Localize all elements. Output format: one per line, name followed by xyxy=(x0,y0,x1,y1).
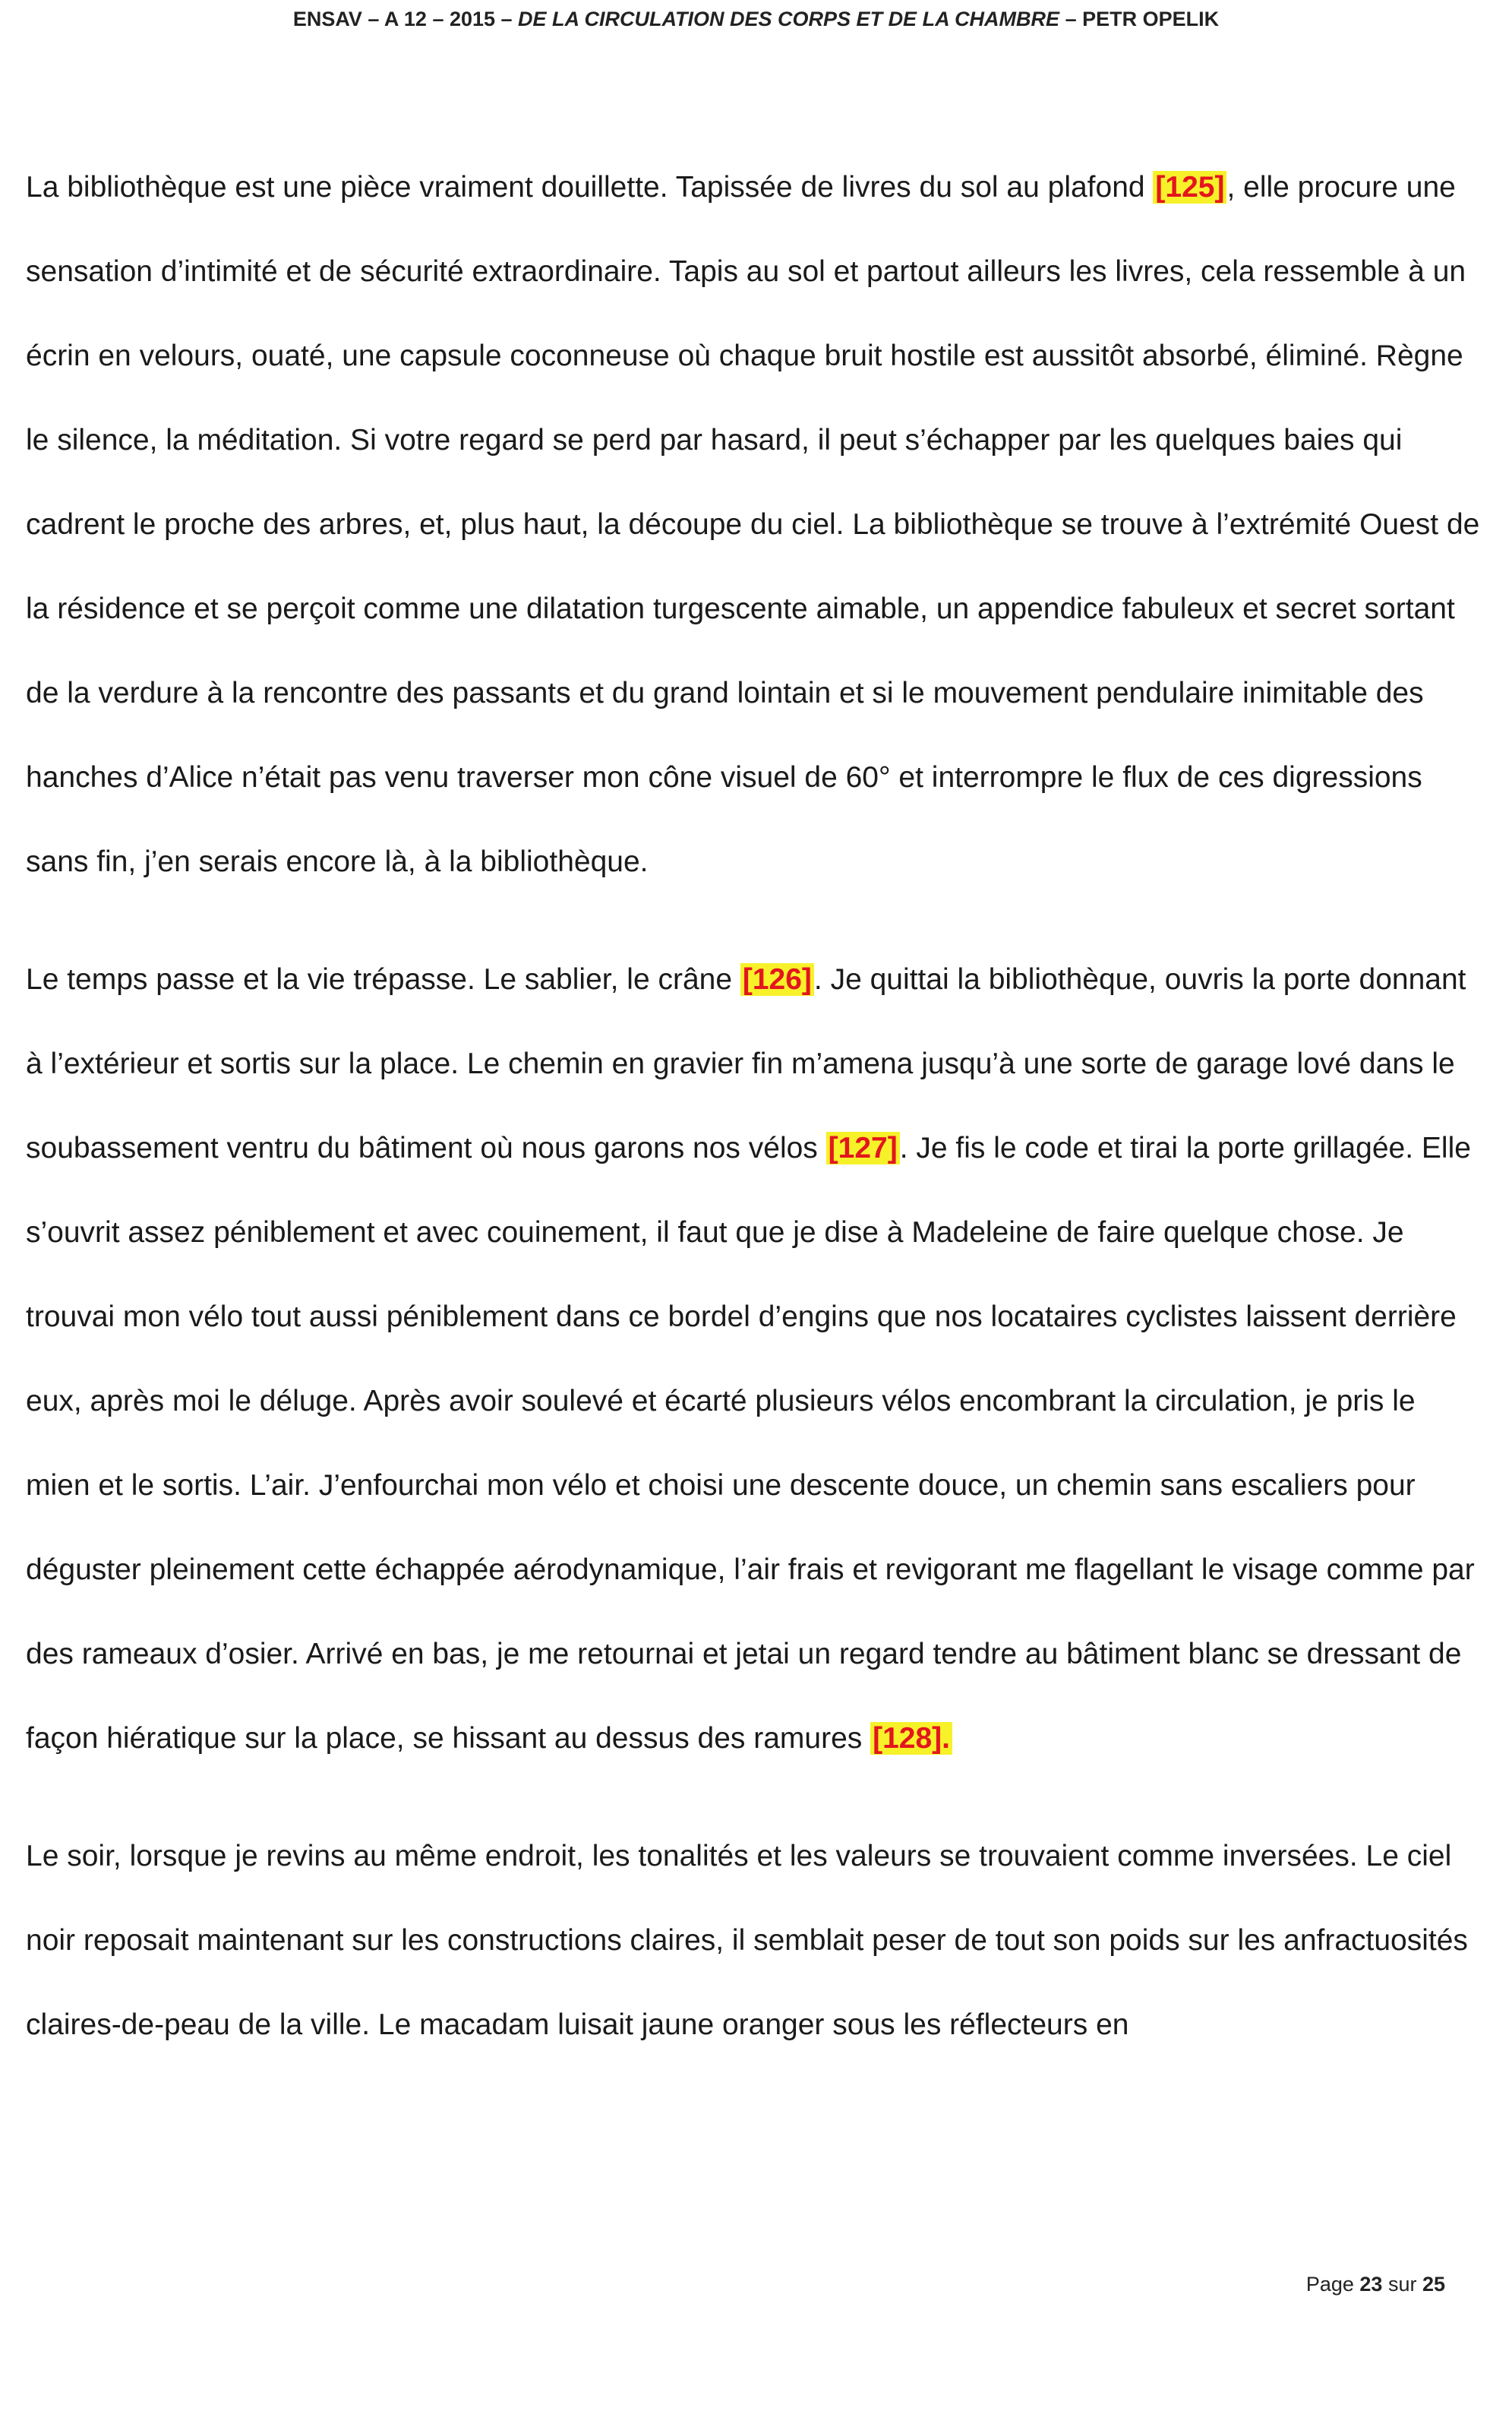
header-suffix: – PETR OPELIK xyxy=(1059,8,1220,30)
paragraph-text: Le temps passe et la vie trépasse. Le sablier, le crâne xyxy=(26,963,740,996)
paragraph-2 xyxy=(26,937,1484,1781)
page-number: 23 xyxy=(1359,2273,1383,2296)
figure-reference[interactable]: [126] xyxy=(740,963,814,996)
document-body xyxy=(26,145,1484,2067)
figure-reference[interactable]: [125] xyxy=(1153,171,1226,204)
footer-of-word: sur xyxy=(1382,2273,1422,2296)
paragraph-text: La bibliothèque est une pièce vraiment douillette. Tapissée de livres du sol au plafond xyxy=(26,171,1154,204)
page-header xyxy=(0,8,1512,31)
footer-page-word: Page xyxy=(1305,2273,1360,2296)
paragraph-1 xyxy=(26,145,1484,904)
header-prefix: ENSAV – A 12 – 2015 – xyxy=(292,8,519,30)
paragraph-text: Le soir, lorsque je revins au même endroit, les tonalités et les valeurs se trouvaient comme inversées. Le ciel noir reposait maintenant sur les constructions claires, il semblait peser de tout son poids sur les anfractuosités claires-de-peau de la ville. Le macadam luisait jaune oranger sous les réflecteurs en xyxy=(26,1840,1468,2041)
page-footer xyxy=(1306,2273,1445,2296)
paragraph-text: . Je quittai la bibliothèque, ouvris la porte donnant à l’extérieur et sortis sur la place. Le chemin en gravier fin m’amena jusqu’à une sorte de garage lové dans le soubassement ventru du bâtiment où nous garons nos vélos xyxy=(26,963,1466,1164)
figure-reference[interactable]: [127] xyxy=(826,1132,900,1164)
header-title: DE LA CIRCULATION DES CORPS ET DE LA CHAMBRE xyxy=(518,8,1060,30)
paragraph-text: , elle procure une sensation d’intimité et de sécurité extraordinaire. Tapis au sol et partout ailleurs les livres, cela ressemble à un écrin en velours, ouaté, une capsule coconneuse où chaque bruit hostile est aussitôt absorbé, éliminé. Règne le silence, la méditation. Si votre regard se perd par hasard, il peut s’échapper par les quelques baies qui cadrent le proche des arbres, et, plus haut, la découpe du ciel. La bibliothèque se trouve à l’extrémité Ouest de la résidence et se perçoit comme une dilatation turgescente aimable, un appendice fabuleux et secret sortant de la verdure à la rencontre des passants et du grand lointain et si le mouvement pendulaire inimitable des hanches d’Alice n’était pas venu traverser mon cône visuel de 60° et interrompre le flux de ces digressions sans fin, j’en serais encore là, à la bibliothèque. xyxy=(26,171,1480,878)
paragraph-3 xyxy=(26,1814,1484,2067)
total-pages: 25 xyxy=(1422,2273,1445,2296)
figure-reference[interactable]: [128]. xyxy=(870,1722,952,1755)
paragraph-text: . Je fis le code et tirai la porte grillagée. Elle s’ouvrit assez péniblement et avec couinement, il faut que je dise à Madeleine de faire quelque chose. Je trouvai mon vélo tout aussi péniblement dans ce bordel d’engins que nos locataires cyclistes laissent derrière eux, après moi le déluge. Après avoir soulevé et écarté plusieurs vélos encombrant la circulation, je pris le mien et le sortis. L’air. J’enfourchai mon vélo et choisi une descente douce, un chemin sans escaliers pour déguster pleinement cette échappée aérodynamique, l’air frais et revigorant me flagellant le visage comme par des rameaux d’osier. Arrivé en bas, je me retournai et jetai un regard tendre au bâtiment blanc se dressant de façon hiératique sur la place, se hissant au dessus des ramures xyxy=(26,1132,1475,1755)
